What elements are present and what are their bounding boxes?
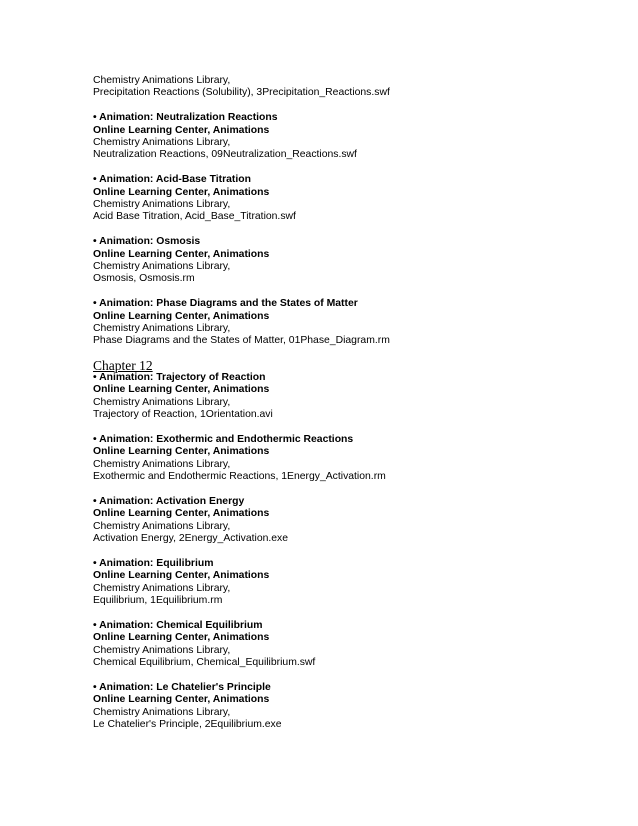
entry-library: Chemistry Animations Library,	[93, 396, 231, 408]
entry-file: Chemical Equilibrium, Chemical_Equilibrium.swf	[93, 657, 316, 669]
chapter-heading: Chapter 12	[93, 357, 153, 373]
animation-entry-neutralization	[93, 112, 613, 162]
entry-title: • Animation: Activation Energy	[93, 495, 245, 507]
entry-library: Chemistry Animations Library,	[93, 458, 231, 470]
intro-entry	[93, 75, 613, 100]
entry-library: Chemistry Animations Library,	[93, 199, 231, 211]
entry-title: • Animation: Phase Diagrams and the States of Matter	[93, 298, 358, 310]
entry-source: Online Learning Center, Animations	[93, 632, 270, 644]
entry-source: Online Learning Center, Animations	[93, 384, 270, 396]
library-line: Chemistry Animations Library,	[93, 75, 231, 86]
entry-library: Chemistry Animations Library,	[93, 137, 231, 149]
entry-library: Chemistry Animations Library,	[93, 582, 231, 594]
entry-source: Online Learning Center, Animations	[93, 186, 270, 198]
entry-library: Chemistry Animations Library,	[93, 323, 231, 335]
entry-library: Chemistry Animations Library,	[93, 644, 231, 656]
file-line: Precipitation Reactions (Solubility), 3Precipitation_Reactions.swf	[93, 87, 390, 99]
entry-title: • Animation: Le Chatelier's Principle	[93, 681, 271, 693]
entry-source: Online Learning Center, Animations	[93, 570, 270, 582]
animation-entry-chemical-equilibrium	[93, 620, 613, 670]
entry-file: Activation Energy, 2Energy_Activation.exe	[93, 533, 289, 545]
entry-title: • Animation: Chemical Equilibrium	[93, 619, 263, 631]
animation-entry-osmosis	[93, 236, 613, 286]
entry-file: Osmosis, Osmosis.rm	[93, 273, 195, 285]
entry-file: Phase Diagrams and the States of Matter, 01Phase_Diagram.rm	[93, 335, 390, 347]
entry-library: Chemistry Animations Library,	[93, 261, 231, 273]
animation-entry-activation-energy	[93, 496, 613, 546]
entry-title: • Animation: Acid-Base Titration	[93, 174, 251, 186]
entry-file: Equilibrium, 1Equilibrium.rm	[93, 595, 223, 607]
entry-file: Acid Base Titration, Acid_Base_Titration.swf	[93, 211, 296, 223]
entry-title: • Animation: Osmosis	[93, 236, 201, 248]
entry-file: Neutralization Reactions, 09Neutralization_Reactions.swf	[93, 149, 357, 161]
entry-title: • Animation: Neutralization Reactions	[93, 112, 278, 124]
entry-source: Online Learning Center, Animations	[93, 508, 270, 520]
animation-entry-acid-base-titration	[93, 174, 613, 224]
entry-file: Exothermic and Endothermic Reactions, 1Energy_Activation.rm	[93, 471, 386, 483]
animation-entry-equilibrium	[93, 558, 613, 608]
animation-entry-le-chatelier	[93, 682, 613, 732]
animation-entry-exothermic-endothermic	[93, 434, 613, 484]
entry-source: Online Learning Center, Animations	[93, 124, 270, 136]
entry-file: Le Chatelier's Principle, 2Equilibrium.exe	[93, 719, 282, 731]
entry-title: • Animation: Equilibrium	[93, 557, 214, 569]
entry-source: Online Learning Center, Animations	[93, 694, 270, 706]
animation-entry-trajectory	[93, 372, 613, 422]
entry-file: Trajectory of Reaction, 1Orientation.avi	[93, 409, 273, 421]
entry-title: • Animation: Trajectory of Reaction	[93, 371, 266, 383]
animation-entry-phase-diagrams	[93, 298, 613, 348]
entry-source: Online Learning Center, Animations	[93, 310, 270, 322]
document-page	[93, 75, 613, 732]
entry-source: Online Learning Center, Animations	[93, 446, 270, 458]
entry-title: • Animation: Exothermic and Endothermic Reactions	[93, 433, 354, 445]
entry-library: Chemistry Animations Library,	[93, 520, 231, 532]
entry-source: Online Learning Center, Animations	[93, 248, 270, 260]
entry-library: Chemistry Animations Library,	[93, 706, 231, 718]
